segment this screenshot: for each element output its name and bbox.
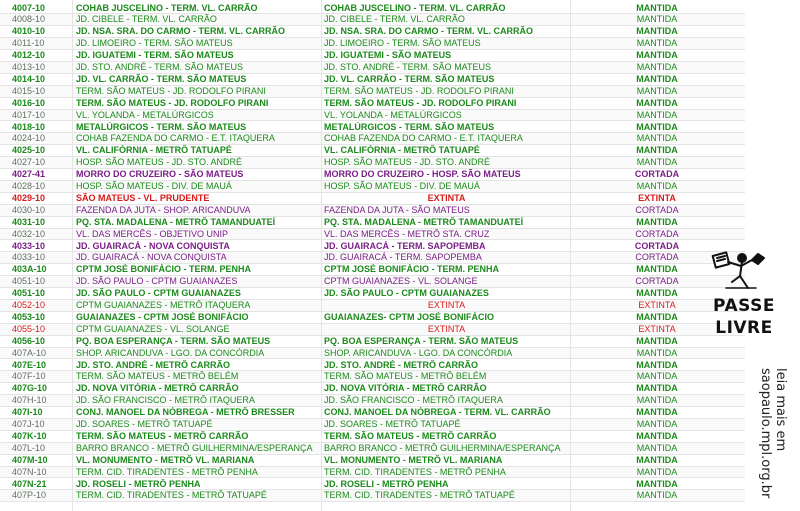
route-old: CONJ. MANOEL DA NÓBREGA - METRÔ BRESSER (76, 407, 295, 418)
route-code: 4033-10 (12, 240, 46, 251)
route-status: CORTADA (635, 204, 679, 215)
route-new: JD. CIBELE - TERM. VL. CARRÃO (324, 14, 465, 25)
route-code: 407P-10 (12, 490, 47, 501)
route-new: GUAIANAZES- CPTM JOSÉ BONIFÁCIO (324, 311, 495, 322)
route-new: PQ. STA. MADALENA - METRÔ TAMANDUATEÍ (324, 216, 524, 227)
route-status: MANTIDA (636, 430, 678, 441)
route-status: CORTADA (634, 169, 680, 180)
route-code: 4018-10 (12, 121, 46, 132)
route-status: MANTIDA (636, 2, 678, 13)
table-row (0, 443, 745, 455)
route-old: CPTM GUAIANAZES - METRÔ ITAQUERA (76, 300, 251, 310)
route-new: JD. GUAIRACÁ - TERM. SAPOPEMBA (324, 252, 482, 263)
route-status: CORTADA (635, 252, 679, 263)
route-status: CORTADA (635, 228, 679, 239)
route-status: MANTIDA (636, 264, 678, 275)
route-old: TERM. SÃO MATEUS - JD. RODOLFO PIRANI (76, 97, 269, 108)
route-old: CPTM JOSÉ BONIFÁCIO - TERM. PENHA (76, 264, 252, 275)
route-status: MANTIDA (636, 335, 678, 346)
table-row (0, 455, 745, 467)
table-row (0, 181, 745, 193)
protester-figure-icon (708, 248, 768, 296)
route-code: 4017-10 (12, 109, 46, 120)
route-code: 4030-10 (12, 204, 46, 215)
route-old: HOSP. SÃO MATEUS - DIV. DE MAUÁ (76, 181, 232, 191)
route-new: JD. LIMOEIRO - TERM. SÃO MATEUS (324, 38, 481, 49)
route-code: 4031-10 (12, 216, 46, 227)
route-code: 4007-10 (12, 2, 46, 13)
table-row (0, 348, 745, 360)
route-old: VL. CALIFÓRNIA - METRÔ TATUAPÉ (76, 145, 232, 156)
route-new: METALÚRGICOS - TERM. SÃO MATEUS (324, 121, 495, 132)
route-old: JD. STO. ANDRÉ - METRÔ CARRÃO (76, 359, 231, 370)
route-status: MANTIDA (636, 359, 678, 370)
route-code: 4016-10 (12, 97, 46, 108)
table-row (0, 264, 745, 276)
route-code: 4027-41 (12, 169, 46, 180)
route-old: JD. ROSELI - METRÔ PENHA (76, 478, 201, 489)
route-old: PQ. STA. MADALENA - METRÔ TAMANDUATEÍ (76, 216, 276, 227)
table-row (0, 86, 745, 98)
route-new: TERM. SÃO MATEUS - JD. RODOLFO PIRANI (324, 97, 517, 108)
route-code: 4052-10 (12, 300, 46, 310)
route-code: 407E-10 (12, 359, 47, 370)
table-row (0, 14, 745, 26)
route-new: TERM. CID. TIRADENTES - METRÔ PENHA (324, 466, 506, 477)
route-old: CPTM GUAIANAZES - VL. SOLANGE (76, 323, 230, 334)
route-status: MANTIDA (636, 133, 678, 144)
table-row (0, 62, 745, 74)
table-row (0, 241, 745, 253)
route-old: MORRO DO CRUZEIRO - SÃO MATEUS (76, 169, 244, 180)
route-new: TERM. SÃO MATEUS - JD. RODOLFO PIRANI (324, 85, 514, 96)
route-new: TERM. CID. TIRADENTES - METRÔ TATUAPÉ (324, 490, 515, 501)
route-new: CONJ. MANOEL DA NÓBREGA - TERM. VL. CARRÃO (324, 407, 551, 418)
table-row (0, 371, 745, 383)
route-new: TERM. SÃO MATEUS - METRÔ CARRÃO (324, 430, 497, 441)
route-status: MANTIDA (636, 454, 678, 465)
table-row (0, 193, 745, 205)
route-new: EXTINTA (427, 323, 466, 334)
table-row (0, 336, 745, 348)
table-row (0, 3, 745, 15)
route-new: HOSP. SÃO MATEUS - JD. STO. ANDRÉ (324, 157, 491, 168)
table-row (0, 312, 745, 324)
route-old: TERM. CID. TIRADENTES - METRÔ PENHA (76, 466, 258, 477)
route-code: 4053-10 (12, 311, 46, 322)
route-old: SHOP. ARICANDUVA - LGO. DA CONCÓRDIA (76, 347, 265, 358)
route-new: COHAB FAZENDA DO CARMO - E.T. ITAQUERA (324, 133, 523, 144)
route-old: JD. VL. CARRÃO - TERM. SÃO MATEUS (76, 73, 247, 84)
route-code: 407G-10 (12, 383, 48, 394)
route-status: MANTIDA (636, 157, 678, 168)
route-code: 407M-10 (12, 454, 48, 465)
route-new: JD. VL. CARRÃO - TERM. SÃO MATEUS (324, 73, 495, 84)
route-old: TERM. SÃO MATEUS - METRÔ BELÉM (76, 371, 239, 382)
route-status: MANTIDA (636, 38, 678, 49)
route-status: MANTIDA (636, 97, 678, 108)
route-status: MANTIDA (636, 395, 678, 406)
route-old: JD. SÃO PAULO - CPTM GUAIANAZES (76, 276, 238, 287)
route-code: 407F-10 (12, 371, 46, 382)
route-new: COHAB JUSCELINO - TERM. VL. CARRÃO (324, 2, 506, 13)
route-code: 4008-10 (12, 14, 46, 25)
route-code: 407J-10 (12, 419, 45, 429)
route-old: FAZENDA DA JUTA - SHOP. ARICANDUVA (76, 204, 251, 215)
table-row (0, 169, 745, 181)
route-old: SÃO MATEUS - VL. PRUDENTE (76, 192, 210, 203)
route-old: VL. DAS MERCÊS - OBJETIVO UNIP (76, 228, 229, 239)
table-row (0, 74, 745, 86)
route-status: MANTIDA (636, 407, 678, 418)
route-code: 407H-10 (12, 395, 47, 406)
route-code: 4013-10 (12, 62, 46, 72)
table-row (0, 110, 745, 122)
route-old: TERM. SÃO MATEUS - JD. RODOLFO PIRANI (76, 85, 266, 96)
route-code: 4055-10 (12, 323, 46, 334)
route-new: JD. STO. ANDRÉ - METRÔ CARRÃO (324, 359, 479, 370)
route-code: 4011-10 (12, 38, 45, 49)
table-row (0, 122, 745, 134)
table-row (0, 324, 745, 336)
table-row (0, 467, 745, 479)
route-new: BARRO BRANCO - METRÔ GUILHERMINA/ESPERANÇA (324, 442, 561, 453)
route-new: TERM. SÃO MATEUS - METRÔ BELÉM (324, 371, 487, 382)
route-code: 407I-10 (12, 407, 43, 418)
table-row (0, 229, 745, 241)
route-code: 4051-10 (12, 288, 46, 299)
route-status: CORTADA (635, 276, 679, 287)
route-status: MANTIDA (636, 121, 678, 132)
route-status: MANTIDA (636, 73, 678, 84)
route-old: TERM. SÃO MATEUS - METRÔ CARRÃO (76, 430, 249, 441)
table-row (0, 490, 745, 502)
route-new: EXTINTA (427, 300, 466, 310)
table-row (0, 479, 745, 491)
route-old: JD. STO. ANDRÉ - TERM. SÃO MATEUS (76, 62, 244, 72)
route-old: BARRO BRANCO - METRÔ GUILHERMINA/ESPERANÇA (76, 442, 313, 453)
route-new: VL. YOLANDA - METALÚRGICOS (324, 109, 462, 120)
route-status: MANTIDA (636, 288, 678, 299)
side-url-link[interactable]: saopaulo.mpl.org.br (758, 368, 773, 499)
column-divider (321, 0, 322, 511)
route-new: JD. IGUATEMI - SÃO MATEUS (324, 50, 452, 61)
route-old: JD. CIBELE - TERM. VL. CARRÃO (76, 14, 217, 25)
route-code: 4029-10 (12, 192, 46, 203)
route-old: JD. NOVA VITÓRIA - METRÔ CARRÃO (76, 383, 239, 394)
table-row (0, 205, 745, 217)
route-status: MANTIDA (636, 419, 678, 429)
table-row (0, 395, 745, 407)
table-row (0, 407, 745, 419)
route-status: MANTIDA (636, 50, 678, 61)
route-status: MANTIDA (636, 216, 678, 227)
route-new: MORRO DO CRUZEIRO - HOSP. SÃO MATEUS (324, 169, 521, 180)
route-code: 4024-10 (12, 133, 46, 144)
route-old: JD. GUAIRACÁ - NOVA CONQUISTA (76, 240, 230, 251)
route-new: JD. GUAIRACÁ - TERM. SAPOPEMBA (324, 240, 486, 251)
route-old: JD. SÃO FRANCISCO - METRÔ ITAQUERA (76, 395, 255, 406)
route-code: 4025-10 (12, 145, 46, 156)
table-row (0, 26, 745, 38)
table-row (0, 419, 745, 431)
route-code: 4010-10 (12, 26, 46, 37)
route-new: JD. SOARES - METRÔ TATUAPÉ (324, 419, 461, 429)
route-old: JD. GUAIRACÁ - NOVA CONQUISTA (76, 252, 227, 263)
route-status: MANTIDA (636, 145, 678, 156)
table-row (0, 276, 745, 288)
route-status: MANTIDA (636, 62, 678, 72)
route-new: JD. STO. ANDRÉ - TERM. SÃO MATEUS (324, 62, 492, 72)
route-code: 407A-10 (12, 347, 47, 358)
route-old: GUAIANAZES - CPTM JOSÉ BONIFÁCIO (76, 311, 249, 322)
logo-text-livre: LIVRE (715, 318, 773, 338)
route-new: JD. NOVA VITÓRIA - METRÔ CARRÃO (324, 383, 487, 394)
table-row (0, 288, 745, 300)
route-new: VL. MONUMENTO - METRÔ VL. MARIANA (324, 454, 503, 465)
route-new: PQ. BOA ESPERANÇA - TERM. SÃO MATEUS (324, 335, 519, 346)
table-row (0, 431, 745, 443)
route-status: MANTIDA (636, 490, 678, 501)
route-status: MANTIDA (636, 383, 678, 394)
route-code: 407N-10 (12, 466, 47, 477)
route-code: 4012-10 (12, 50, 46, 61)
route-new: JD. SÃO PAULO - CPTM GUAIANAZES (324, 288, 489, 299)
route-new: SHOP. ARICANDUVA - LGO. DA CONCÓRDIA (324, 347, 513, 358)
route-status: MANTIDA (636, 85, 678, 96)
route-status: MANTIDA (636, 466, 678, 477)
route-code: 4015-10 (12, 85, 46, 96)
route-status: MANTIDA (636, 26, 678, 37)
route-status: MANTIDA (636, 478, 678, 489)
table-row (0, 383, 745, 395)
table-row (0, 38, 745, 50)
route-status: MANTIDA (636, 311, 678, 322)
column-divider (570, 0, 571, 511)
route-code: 4032-10 (12, 228, 46, 239)
table-row (0, 360, 745, 372)
route-old: JD. IGUATEMI - TERM. SÃO MATEUS (76, 50, 234, 61)
route-old: JD. SÃO PAULO - CPTM GUAIANAZES (76, 288, 241, 299)
route-status: MANTIDA (636, 14, 678, 25)
side-text-line1: leia mais em (773, 368, 788, 452)
route-old: HOSP. SÃO MATEUS - JD. STO. ANDRÉ (76, 157, 243, 168)
route-old: PQ. BOA ESPERANÇA - TERM. SÃO MATEUS (76, 335, 271, 346)
route-status: EXTINTA (638, 323, 676, 334)
route-old: JD. LIMOEIRO - TERM. SÃO MATEUS (76, 38, 233, 49)
table-row (0, 98, 745, 110)
route-code: 4033-10 (12, 252, 46, 263)
route-new: CPTM JOSÉ BONIFÁCIO - TERM. PENHA (324, 264, 500, 275)
route-old: JD. SOARES - METRÔ TATUAPÉ (76, 419, 213, 429)
logo-text-passe: PASSE (713, 296, 775, 316)
route-old: VL. YOLANDA - METALÚRGICOS (76, 109, 214, 120)
route-status: CORTADA (634, 240, 680, 251)
route-old: TERM. CID. TIRADENTES - METRÔ TATUAPÉ (76, 490, 267, 501)
route-code: 4056-10 (12, 335, 46, 346)
route-new: JD. NSA. SRA. DO CARMO - TERM. VL. CARRÃO (324, 26, 534, 37)
column-divider (72, 0, 73, 511)
table-row (0, 50, 745, 62)
route-code: 407L-10 (12, 442, 46, 453)
route-status: MANTIDA (636, 347, 678, 358)
route-code: 407N-21 (12, 478, 47, 489)
route-code: 4027-10 (12, 157, 46, 168)
route-code: 4028-10 (12, 181, 46, 191)
route-status: MANTIDA (636, 371, 678, 382)
route-new: HOSP. SÃO MATEUS - DIV. DE MAUÁ (324, 181, 480, 191)
table-row (0, 133, 745, 145)
route-new: EXTINTA (427, 192, 466, 203)
route-status: EXTINTA (638, 300, 676, 310)
route-code: 4014-10 (12, 73, 46, 84)
table-row (0, 217, 745, 229)
route-new: JD. SÃO FRANCISCO - METRÔ ITAQUERA (324, 395, 503, 406)
route-status: MANTIDA (636, 181, 678, 191)
route-code: 407K-10 (12, 430, 47, 441)
route-status: MANTIDA (636, 442, 678, 453)
table-row (0, 157, 745, 169)
route-old: COHAB JUSCELINO - TERM. VL. CARRÃO (76, 2, 258, 13)
route-new: CPTM GUAIANAZES - VL. SOLANGE (324, 276, 478, 287)
route-old: METALÚRGICOS - TERM. SÃO MATEUS (76, 121, 247, 132)
route-new: FAZENDA DA JUTA - SÃO MATEUS (324, 204, 470, 215)
table-row (0, 145, 745, 157)
route-status: MANTIDA (636, 109, 678, 120)
route-code: 4051-10 (12, 276, 46, 287)
table-row (0, 252, 745, 264)
route-old: VL. MONUMENTO - METRÔ VL. MARIANA (76, 454, 255, 465)
route-old: COHAB FAZENDA DO CARMO - E.T. ITAQUERA (76, 133, 275, 144)
route-new: VL. CALIFÓRNIA - METRÔ TATUAPÉ (324, 145, 480, 156)
route-code: 403A-10 (12, 264, 47, 275)
table-row (0, 300, 745, 312)
route-old: JD. NSA. SRA. DO CARMO - TERM. VL. CARRÃO (76, 26, 286, 37)
route-new: JD. ROSELI - METRÔ PENHA (324, 478, 449, 489)
side-link-text (758, 368, 788, 508)
route-status: EXTINTA (638, 192, 676, 203)
route-new: VL. DAS MERCÊS - METRÔ STA. CRUZ (324, 228, 490, 239)
